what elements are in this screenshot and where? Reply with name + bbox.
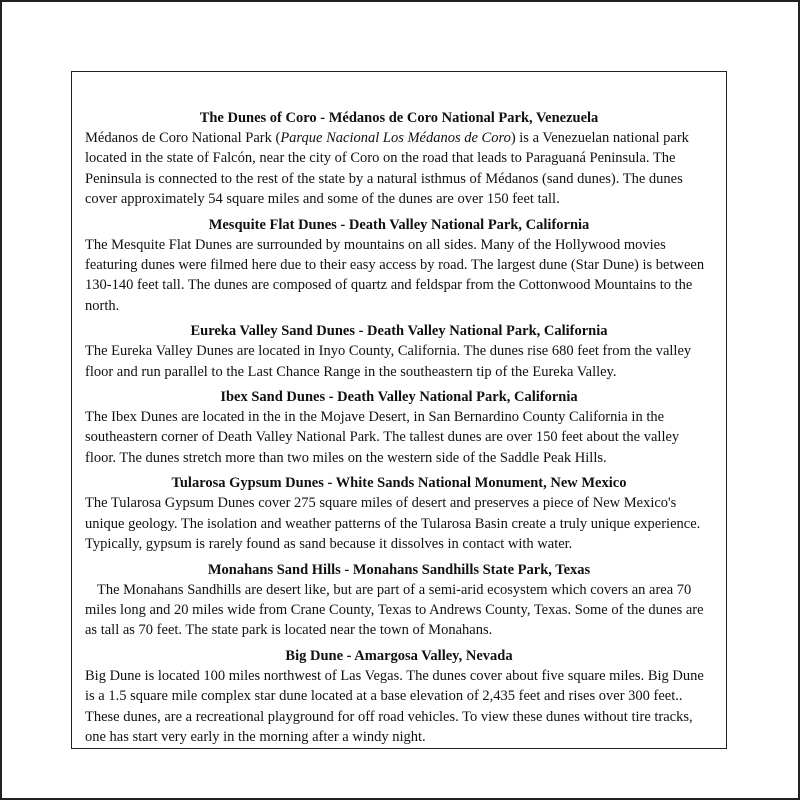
section-body [85,128,713,210]
section-heading: Big Dune - Amargosa Valley, Nevada [285,647,513,664]
section-heading: Mesquite Flat Dunes - Death Valley National Park, California [208,216,590,233]
section-heading: Ibex Sand Dunes - Death Valley National Park, California [220,389,578,406]
section-body: Big Dune is located 100 miles northwest of Las Vegas. The dunes cover about five square miles. Big Dune is a 1.5 square mile complex star dune located at a base elevation of 2,435 feet and rises over 300 feet.. These dunes, are a recreational playground for off road vehicles. To view these dunes without tire tracks, one has start very early in the morning after a windy night. [85,667,704,745]
body-text: Médanos de Coro National Park ( [85,130,281,146]
section-body: The Ibex Dunes are located in the in the Mojave Desert, in San Bernardino County California in the southeastern corner of Death Valley National Park. The tallest dunes are over 150 feet about the valley floor. The dunes stretch more than two miles on the western side of the Saddle Peak Hills. [85,409,680,466]
section-body: The Eureka Valley Dunes are located in Inyo County, California. The dunes rise 680 feet from the valley floor and run parallel to the Last Chance Range in the southeastern tip of the Eureka Valley. [85,343,692,380]
document-box [71,71,727,749]
section-body: The Mesquite Flat Dunes are surrounded by mountains on all sides. Many of the Hollywood movies featuring dunes were filmed here due to their easy access by road. The largest dune (Star Dune) is between 130-140 feet tall. The dunes are composed of quartz and feldspar from the Cottonwood Mountains to the north. [85,236,705,314]
section-eureka [85,322,713,382]
section-mesquite [85,216,713,317]
section-ibex [85,388,713,468]
section-heading: The Dunes of Coro - Médanos de Coro National Park, Venezuela [199,110,599,126]
section-heading: Tularosa Gypsum Dunes - White Sands National Monument, New Mexico [171,475,627,492]
section-heading: Eureka Valley Sand Dunes - Death Valley National Park, California [190,323,608,340]
section-heading: Monahans Sand Hills - Monahans Sandhills State Park, Texas [207,561,591,578]
section-monahans [85,561,713,641]
section-body: The Monahans Sandhills are desert like, but are part of a semi-arid ecosystem which covers an area 70 miles long and 20 miles wide from Crane County, Texas to Andrews County, Texas. Some of the dunes are as tall as 70 feet. The state park is located near the town of Monahans. [85,581,704,639]
section-big-dune [85,647,713,748]
section-coro [85,109,713,210]
section-tularosa [85,474,713,554]
body-italic-text: Parque Nacional Los Médanos de Coro [280,130,511,146]
body-text: ) is a Venezuelan national park located in the state of Falcón, near the city of Coro on the road that leads to Paraguaná Peninsula. The Peninsula is connected to the rest of the state by a natural isthmus of Médanos (sand dunes). The dunes cover approximately 54 square miles and some of the dunes are over 150 feet tall. [85,130,689,208]
section-body: The Tularosa Gypsum Dunes cover 275 square miles of desert and preserves a piece of New Mexico's unique geology. The isolation and weather patterns of the Tularosa Basin create a truly unique experience. Typically, gypsum is rarely found as sand because it dissolves in contact with water. [85,495,701,553]
